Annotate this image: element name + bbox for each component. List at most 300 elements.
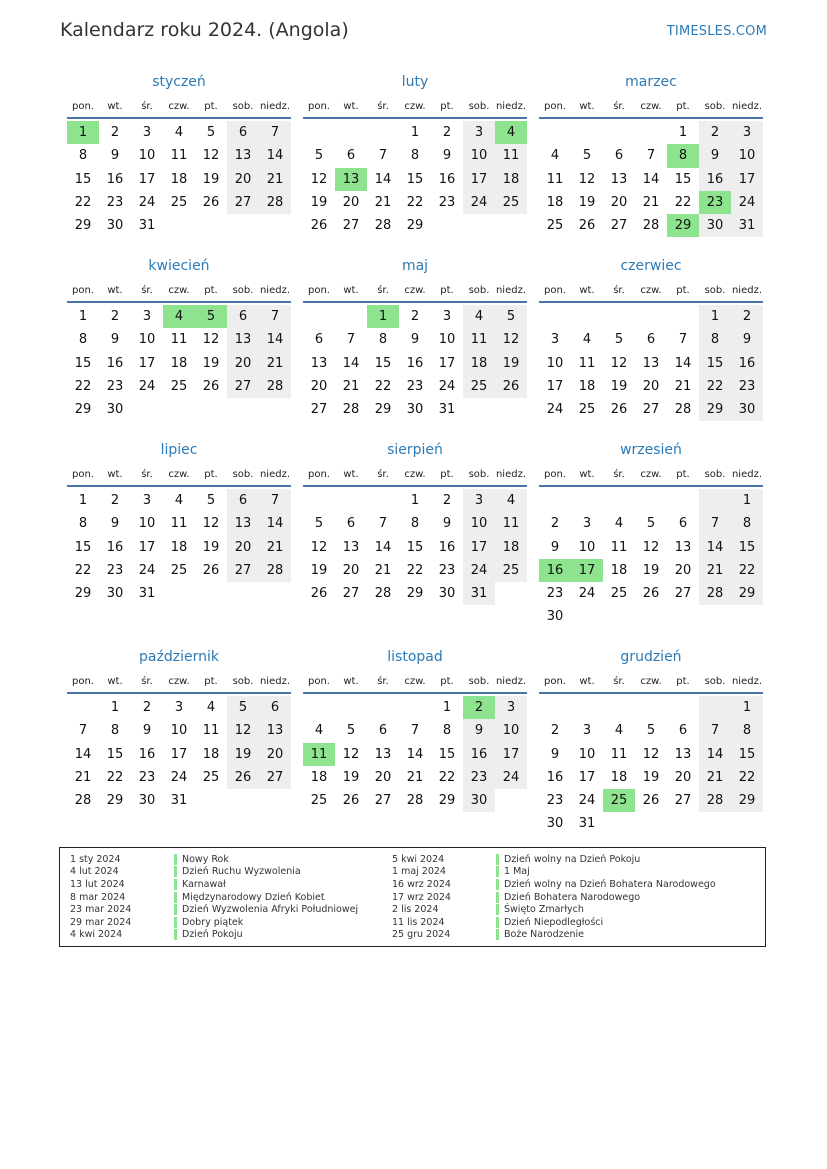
week-row: [539, 352, 763, 375]
day-cell: 28: [342, 402, 360, 418]
day-cell: 8: [410, 516, 420, 532]
day-cell: 26: [578, 218, 596, 234]
day-cell: 5: [195, 305, 227, 328]
day-cell: 1: [731, 489, 763, 512]
page-title: Kalendarz roku 2024. (Angola): [60, 19, 349, 41]
month-name: marzec: [625, 74, 677, 90]
day-cell: 10: [138, 516, 156, 532]
day-cell: 25: [495, 559, 527, 582]
day-cell: 8: [78, 332, 88, 348]
legend-row: [70, 929, 358, 942]
day-cell: 17: [578, 769, 596, 785]
weekday-label: śr.: [377, 284, 389, 296]
empty-cell: [259, 789, 291, 812]
month-12: [539, 646, 763, 836]
day-cell: 13: [227, 512, 259, 535]
day-cell: 14: [642, 171, 660, 187]
holiday-date: 16 wrz 2024: [392, 878, 451, 890]
day-cell: 10: [495, 719, 527, 742]
day-cell: 8: [731, 719, 763, 742]
day-cell: 25: [603, 789, 635, 812]
week-row: [303, 375, 527, 398]
week-row: [303, 352, 527, 375]
month-8: [303, 439, 527, 605]
day-cell: 3: [731, 121, 763, 144]
day-cell: 29: [699, 398, 731, 421]
holiday-name: Dzień Wyzwolenia Afryki Południowej: [182, 904, 359, 916]
holiday-name: Dobry piątek: [182, 916, 244, 928]
day-cell: 5: [314, 148, 324, 164]
empty-cell: [131, 398, 163, 421]
day-cell: 2: [410, 309, 420, 324]
day-cell: 5: [314, 516, 324, 532]
day-cell: 6: [378, 723, 388, 739]
day-cell: 12: [202, 332, 220, 348]
week-row: [539, 489, 763, 512]
legend-row: [392, 929, 716, 942]
holiday-name: Dzień wolny na Dzień Pokoju: [504, 853, 641, 865]
weekday-label: pt.: [204, 100, 218, 112]
day-cell: 22: [438, 769, 456, 785]
empty-cell: [635, 605, 667, 628]
day-cell: 31: [578, 816, 596, 832]
week-row: [539, 214, 763, 237]
day-cell: 12: [202, 148, 220, 164]
day-cell: 8: [667, 144, 699, 167]
weekday-label: pt.: [440, 284, 454, 296]
day-cell: 21: [342, 378, 360, 394]
day-cell: 18: [495, 536, 527, 559]
day-cell: 28: [699, 582, 731, 605]
day-cell: 5: [206, 125, 216, 140]
week-row: [539, 512, 763, 535]
day-cell: 29: [731, 789, 763, 812]
day-cell: 24: [438, 378, 456, 394]
weekday-label: pt.: [676, 675, 690, 687]
empty-cell: [603, 121, 635, 144]
day-cell: 12: [610, 355, 628, 371]
weekday-label: niedz.: [495, 675, 527, 687]
day-cell: 2: [142, 700, 152, 715]
weekday-label: niedz.: [259, 284, 291, 296]
day-cell: 4: [163, 305, 195, 328]
weekday-header: [303, 279, 527, 303]
weekday-label: czw.: [168, 468, 190, 480]
weekday-label: wt.: [107, 468, 123, 480]
empty-cell: [227, 582, 259, 605]
day-cell: 22: [74, 378, 92, 394]
weekday-label: sob.: [468, 468, 490, 480]
week-row: [303, 719, 527, 742]
day-cell: 28: [259, 191, 291, 214]
day-cell: 19: [202, 355, 220, 371]
day-cell: 22: [406, 562, 424, 578]
day-cell: 14: [259, 144, 291, 167]
weekday-label: pt.: [676, 100, 690, 112]
day-cell: 28: [74, 793, 92, 809]
weekday-label: sob.: [704, 468, 726, 480]
day-cell: 25: [310, 793, 328, 809]
empty-cell: [635, 812, 667, 835]
day-cell: 23: [106, 378, 124, 394]
day-cell: 7: [678, 332, 688, 348]
holiday-name: Boże Narodzenie: [504, 929, 584, 941]
weekday-label: czw.: [640, 675, 662, 687]
day-cell: 16: [106, 355, 124, 371]
week-row: [67, 191, 291, 214]
month-6: [539, 255, 763, 421]
week-row: [303, 696, 527, 719]
weekday-label: śr.: [377, 100, 389, 112]
weekday-header: [67, 463, 291, 487]
legend-row: [70, 916, 358, 929]
weekday-label: śr.: [141, 284, 153, 296]
week-row: [539, 536, 763, 559]
day-cell: 19: [578, 194, 596, 210]
weekday-label: niedz.: [495, 100, 527, 112]
day-cell: 18: [170, 355, 188, 371]
month-name: październik: [139, 649, 219, 665]
day-cell: 22: [699, 375, 731, 398]
day-cell: 27: [342, 218, 360, 234]
week-row: [67, 789, 291, 812]
day-cell: 9: [142, 723, 152, 739]
day-cell: 21: [374, 194, 392, 210]
day-cell: 29: [667, 214, 699, 237]
day-cell: 3: [463, 121, 495, 144]
day-cell: 9: [110, 332, 120, 348]
day-cell: 7: [378, 148, 388, 164]
empty-cell: [571, 489, 603, 512]
day-cell: 29: [406, 586, 424, 602]
week-row: [539, 719, 763, 742]
legend-row: [70, 853, 358, 866]
weekday-label: czw.: [640, 468, 662, 480]
day-cell: 22: [74, 194, 92, 210]
day-cell: 22: [106, 769, 124, 785]
week-row: [67, 719, 291, 742]
day-cell: 20: [310, 378, 328, 394]
day-cell: 29: [74, 402, 92, 418]
day-cell: 17: [571, 559, 603, 582]
day-cell: 11: [170, 148, 188, 164]
day-cell: 21: [374, 562, 392, 578]
holiday-legend: [59, 847, 766, 947]
weekday-label: śr.: [377, 468, 389, 480]
day-cell: 10: [546, 355, 564, 371]
weekday-label: pt.: [440, 675, 454, 687]
holiday-marker: [496, 904, 499, 915]
empty-cell: [571, 305, 603, 328]
day-cell: 2: [442, 493, 452, 508]
day-cell: 11: [202, 723, 220, 739]
weekday-label: niedz.: [259, 100, 291, 112]
weekday-label: śr.: [141, 100, 153, 112]
holiday-name: Międzynarodowy Dzień Kobiet: [182, 891, 325, 903]
day-cell: 15: [438, 746, 456, 762]
day-cell: 1: [78, 493, 88, 508]
month-name: kwiecień: [148, 258, 210, 274]
day-cell: 1: [410, 125, 420, 140]
weekday-label: sob.: [468, 100, 490, 112]
holiday-date: 5 kwi 2024: [392, 853, 445, 865]
day-cell: 19: [642, 769, 660, 785]
day-cell: 14: [674, 355, 692, 371]
day-cell: 18: [578, 378, 596, 394]
day-cell: 30: [546, 816, 564, 832]
day-cell: 5: [614, 332, 624, 348]
month-10: [67, 646, 291, 812]
day-cell: 4: [582, 332, 592, 348]
day-cell: 31: [138, 218, 156, 234]
weekday-label: niedz.: [731, 100, 763, 112]
day-cell: 8: [731, 512, 763, 535]
day-cell: 3: [550, 332, 560, 348]
day-cell: 22: [74, 562, 92, 578]
day-cell: 13: [674, 746, 692, 762]
day-cell: 28: [259, 375, 291, 398]
day-cell: 1: [699, 305, 731, 328]
week-row: [539, 375, 763, 398]
week-row: [303, 214, 527, 237]
day-cell: 5: [346, 723, 356, 739]
holiday-marker: [174, 929, 177, 940]
empty-cell: [227, 398, 259, 421]
holiday-name: Dzień Ruchu Wyzwolenia: [182, 866, 301, 878]
day-cell: 1: [110, 700, 120, 715]
day-cell: 20: [259, 743, 291, 766]
empty-cell: [667, 696, 699, 719]
week-row: [67, 696, 291, 719]
day-cell: 28: [374, 586, 392, 602]
day-cell: 8: [78, 148, 88, 164]
day-cell: 21: [259, 352, 291, 375]
weekday-label: pon.: [308, 284, 330, 296]
week-row: [539, 582, 763, 605]
weekday-label: pon.: [308, 675, 330, 687]
month-1: [67, 71, 291, 237]
day-cell: 11: [610, 539, 628, 555]
empty-cell: [367, 696, 399, 719]
site-link[interactable]: TIMESLES.COM: [666, 24, 767, 39]
weekday-label: pt.: [676, 468, 690, 480]
day-cell: 5: [646, 516, 656, 532]
day-cell: 25: [546, 218, 564, 234]
weekday-label: sob.: [232, 100, 254, 112]
day-cell: 27: [227, 559, 259, 582]
holiday-marker: [496, 866, 499, 877]
day-cell: 27: [310, 402, 328, 418]
day-cell: 14: [259, 328, 291, 351]
day-cell: 30: [463, 789, 495, 812]
holiday-date: 25 gru 2024: [392, 929, 451, 941]
day-cell: 25: [610, 586, 628, 602]
day-cell: 31: [463, 582, 495, 605]
day-cell: 17: [138, 355, 156, 371]
day-cell: 13: [335, 168, 367, 191]
day-cell: 16: [699, 168, 731, 191]
day-cell: 7: [410, 723, 420, 739]
day-cell: 22: [674, 194, 692, 210]
day-cell: 24: [138, 378, 156, 394]
week-row: [67, 168, 291, 191]
day-cell: 11: [610, 746, 628, 762]
holiday-marker: [174, 879, 177, 890]
day-cell: 7: [646, 148, 656, 164]
day-cell: 1: [731, 696, 763, 719]
day-cell: 5: [206, 493, 216, 508]
day-cell: 26: [202, 378, 220, 394]
weekday-label: niedz.: [259, 468, 291, 480]
day-cell: 21: [259, 536, 291, 559]
empty-cell: [163, 582, 195, 605]
day-cell: 3: [582, 723, 592, 739]
empty-cell: [539, 121, 571, 144]
day-cell: 13: [227, 144, 259, 167]
empty-cell: [399, 696, 431, 719]
weekday-label: pon.: [72, 100, 94, 112]
empty-cell: [603, 489, 635, 512]
day-cell: 9: [463, 719, 495, 742]
day-cell: 4: [174, 125, 184, 140]
day-cell: 21: [74, 769, 92, 785]
day-cell: 16: [546, 769, 564, 785]
day-cell: 2: [110, 125, 120, 140]
week-row: [303, 582, 527, 605]
day-cell: 26: [227, 766, 259, 789]
week-row: [303, 536, 527, 559]
month-9: [539, 439, 763, 629]
day-cell: 3: [463, 489, 495, 512]
day-cell: 30: [546, 609, 564, 625]
holiday-date: 4 lut 2024: [70, 866, 119, 878]
day-cell: 29: [438, 793, 456, 809]
week-row: [303, 121, 527, 144]
weekday-label: pt.: [676, 284, 690, 296]
weekday-label: niedz.: [731, 468, 763, 480]
day-cell: 23: [138, 769, 156, 785]
weekday-label: śr.: [377, 675, 389, 687]
day-cell: 16: [463, 743, 495, 766]
day-cell: 12: [310, 171, 328, 187]
empty-cell: [303, 121, 335, 144]
weekday-label: wt.: [107, 100, 123, 112]
day-cell: 24: [138, 194, 156, 210]
day-cell: 4: [495, 489, 527, 512]
day-cell: 27: [610, 218, 628, 234]
empty-cell: [431, 214, 463, 237]
day-cell: 2: [550, 723, 560, 739]
day-cell: 28: [406, 793, 424, 809]
weekday-header: [67, 279, 291, 303]
holiday-marker: [496, 892, 499, 903]
weekday-header: [539, 670, 763, 694]
legend-row: [70, 903, 358, 916]
holiday-date: 1 sty 2024: [70, 853, 121, 865]
month-name: grudzień: [620, 649, 682, 665]
week-row: [539, 743, 763, 766]
day-cell: 23: [699, 191, 731, 214]
weekday-label: wt.: [579, 468, 595, 480]
legend-row: [70, 866, 358, 879]
week-row: [67, 743, 291, 766]
day-cell: 11: [578, 355, 596, 371]
day-cell: 22: [374, 378, 392, 394]
day-cell: 15: [74, 171, 92, 187]
weekday-label: śr.: [141, 675, 153, 687]
week-row: [67, 328, 291, 351]
legend-column-left: [70, 853, 358, 941]
day-cell: 20: [674, 769, 692, 785]
empty-cell: [335, 121, 367, 144]
day-cell: 6: [314, 332, 324, 348]
day-cell: 6: [346, 516, 356, 532]
day-cell: 13: [227, 328, 259, 351]
day-cell: 26: [642, 586, 660, 602]
empty-cell: [303, 696, 335, 719]
day-cell: 18: [610, 769, 628, 785]
day-cell: 29: [74, 586, 92, 602]
weekday-header: [303, 95, 527, 119]
day-cell: 14: [74, 746, 92, 762]
day-cell: 16: [106, 539, 124, 555]
day-cell: 13: [374, 746, 392, 762]
week-row: [67, 536, 291, 559]
day-cell: 10: [438, 332, 456, 348]
weekday-label: sob.: [704, 100, 726, 112]
day-cell: 20: [374, 769, 392, 785]
week-row: [539, 328, 763, 351]
weekday-label: czw.: [640, 100, 662, 112]
day-cell: 8: [110, 723, 120, 739]
weekday-label: pt.: [204, 468, 218, 480]
empty-cell: [195, 398, 227, 421]
day-cell: 19: [610, 378, 628, 394]
day-cell: 16: [406, 355, 424, 371]
day-cell: 14: [699, 743, 731, 766]
day-cell: 11: [495, 512, 527, 535]
day-cell: 27: [342, 586, 360, 602]
day-cell: 29: [406, 218, 424, 234]
month-name: maj: [401, 258, 429, 274]
empty-cell: [571, 121, 603, 144]
weekday-label: pon.: [308, 468, 330, 480]
empty-cell: [495, 789, 527, 812]
empty-cell: [195, 214, 227, 237]
week-row: [539, 766, 763, 789]
day-cell: 24: [578, 586, 596, 602]
holiday-date: 29 mar 2024: [70, 916, 132, 928]
weekday-header: [539, 279, 763, 303]
day-cell: 23: [438, 194, 456, 210]
day-cell: 7: [378, 516, 388, 532]
day-cell: 7: [259, 305, 291, 328]
day-cell: 11: [495, 144, 527, 167]
day-cell: 28: [674, 402, 692, 418]
empty-cell: [335, 489, 367, 512]
day-cell: 10: [170, 723, 188, 739]
month-11: [303, 646, 527, 812]
weekday-label: czw.: [404, 284, 426, 296]
legend-row: [392, 903, 716, 916]
day-cell: 24: [138, 562, 156, 578]
day-cell: 20: [342, 562, 360, 578]
day-cell: 2: [731, 305, 763, 328]
day-cell: 18: [170, 171, 188, 187]
day-cell: 14: [406, 746, 424, 762]
weekday-label: niedz.: [259, 675, 291, 687]
day-cell: 25: [170, 562, 188, 578]
